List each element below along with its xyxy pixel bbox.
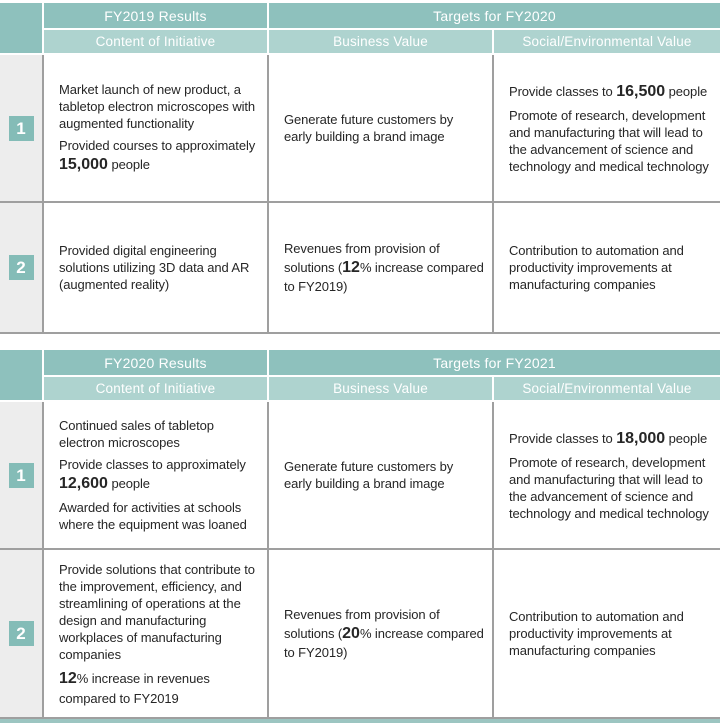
row-gutter: [0, 402, 42, 548]
paragraph: 12% increase in revenues compared to FY2019: [59, 670, 210, 706]
row-gutter: [0, 203, 42, 332]
paragraph: Revenues from provision of solutions (12% increase compared to FY2019): [284, 240, 484, 295]
paragraph: Contribution to automation and productivity improvements at manufacturing companies: [509, 242, 684, 293]
cell-business-value: [269, 55, 492, 201]
subheader-business-value: Business Value: [269, 377, 492, 400]
row-number-badge: 1: [9, 116, 34, 141]
cell-business-value: [269, 402, 492, 548]
paragraph: Generate future customers by early building a brand image: [284, 111, 454, 144]
table-fy2019-body: [0, 55, 720, 334]
row-gutter: [0, 55, 42, 201]
paragraph: Provided digital engineering solutions utilizing 3D data and AR (augmented reality): [59, 242, 250, 293]
paragraph: Provide solutions that contribute to the improvement, efficiency, and streamlining of operations at the design and manufacturing workplaces of manufacturing companies: [59, 561, 255, 663]
paragraph: Promote of research, development and manufacturing that will lead to the advancement of science and technology and medical technology: [509, 107, 709, 175]
paragraph: Provide classes to 16,500 people: [509, 82, 708, 100]
table-fy2020-body: [0, 402, 720, 719]
cell-social-value: [494, 550, 720, 717]
table-fy2019-header: [0, 3, 720, 53]
paragraph: Generate future customers by early building a brand image: [284, 458, 454, 491]
paragraph: Awarded for activities at schools where the equipment was loaned: [59, 500, 247, 533]
subheader-business-value: Business Value: [269, 30, 492, 53]
paragraph: Contribution to automation and productivity improvements at manufacturing companies: [509, 608, 684, 659]
paragraph: Provide classes to approximately 12,600 people: [59, 456, 246, 493]
row-number-badge: 2: [9, 255, 34, 280]
cell-initiative: [44, 55, 267, 201]
header-gutter-block: [0, 3, 42, 53]
header-fy2020-results: FY2020 Results: [44, 350, 267, 375]
row-number-badge: 2: [9, 621, 34, 646]
table-fy2019: [0, 3, 720, 334]
row-number-badge: 1: [9, 463, 34, 488]
cell-business-value: [269, 203, 492, 332]
subheader-social-environmental-value: Social/Environmental Value: [494, 377, 720, 400]
paragraph: Market launch of new product, a tabletop electron microscopes with augmented functionality: [59, 81, 256, 131]
cell-initiative: [44, 402, 267, 548]
paragraph: Continued sales of tabletop electron microscopes: [59, 417, 214, 450]
table-fy2020: [0, 350, 720, 719]
paragraph: Promote of research, development and manufacturing that will lead to the advancement of science and technology and medical technology: [509, 454, 709, 522]
header-targets-fy2020: Targets for FY2020: [269, 3, 720, 28]
table-fy2020-header: [0, 350, 720, 400]
bottom-teal-rule: [0, 719, 720, 723]
cell-social-value: [494, 203, 720, 332]
cell-initiative: [44, 550, 267, 717]
paragraph: Provide classes to 18,000 people: [509, 429, 708, 447]
cell-social-value: [494, 55, 720, 201]
cell-social-value: [494, 402, 720, 548]
paragraph: Provided courses to approximately 15,000 people: [59, 138, 256, 174]
subheader-content-of-initiative: Content of Initiative: [44, 377, 267, 400]
paragraph: Revenues from provision of solutions (20% increase compared to FY2019): [284, 606, 484, 661]
subheader-content-of-initiative: Content of Initiative: [44, 30, 267, 53]
header-fy2019-results: FY2019 Results: [44, 3, 267, 28]
cell-initiative: [44, 203, 267, 332]
row-gutter: [0, 550, 42, 717]
cell-business-value: [269, 550, 492, 717]
header-gutter-block: [0, 350, 42, 400]
subheader-social-environmental-value: Social/Environmental Value: [494, 30, 720, 53]
header-targets-fy2021: Targets for FY2021: [269, 350, 720, 375]
